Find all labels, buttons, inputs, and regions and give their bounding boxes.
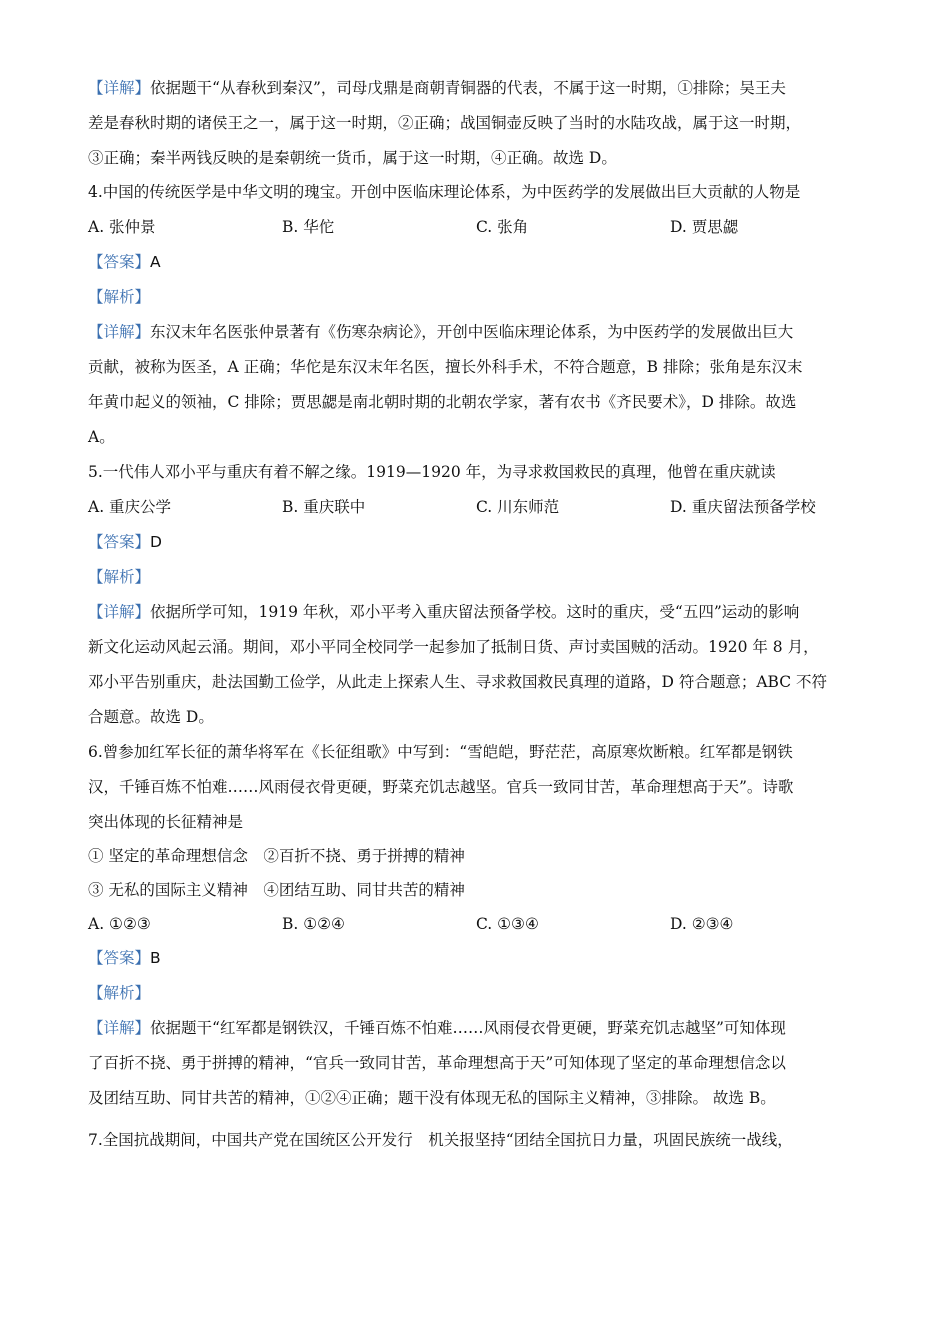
q4-option-d: D. 贾思勰 xyxy=(670,218,739,236)
q6-option-c: C. ①③④ xyxy=(476,915,539,933)
q5-analysis-tag: 【解析】 xyxy=(88,568,151,586)
q6-answer: 【答案】B xyxy=(88,949,161,967)
q6-analysis-tag: 【解析】 xyxy=(88,984,151,1002)
q4-option-c: C. 张角 xyxy=(476,218,529,236)
q5-option-b: B. 重庆联中 xyxy=(282,498,366,516)
q6-detail-line-1: 【详解】依据题干“红军都是钢铁汉，千锤百炼不怕难……风雨侵衣骨更硬，野菜充饥志越坚”可知体现 xyxy=(88,1019,786,1037)
detail-tag: 【详解】 xyxy=(88,79,151,97)
q5-option-c: C. 川东师范 xyxy=(476,498,560,516)
q6-item-line-2: ③ 无私的国际主义精神 ④团结互助、同甘共苦的精神 xyxy=(88,881,465,899)
q5-detail-line-2: 新文化运动风起云涌。期间，邓小平同全校同学一起参加了抵制日货、声讨卖国贼的活动。1920 年 8 月， xyxy=(88,638,819,656)
q4-detail-line-2: 贡献，被称为医圣，A 正确；华佗是东汉末年名医，擅长外科手术，不符合题意，B 排除；张角是东汉末 xyxy=(88,358,803,376)
q6-option-a: A. ①②③ xyxy=(88,915,151,933)
q4-option-b: B. 华佗 xyxy=(282,218,335,236)
q6-stem-line-3: 突出体现的长征精神是 xyxy=(88,813,244,831)
q6-item-line-1: ① 坚定的革命理想信念 ②百折不挠、勇于拼搏的精神 xyxy=(88,847,465,865)
q5-detail-line-1: 【详解】依据所学可知，1919 年秋，邓小平考入重庆留法预备学校。这时的重庆，受“五四”运动的影响 xyxy=(88,603,800,621)
q3-detail-line-2: 差是春秋时期的诸侯王之一，属于这一时期，②正确；战国铜壶反映了当时的水陆攻战，属于这一时期， xyxy=(88,114,802,132)
q6-detail-line-3: 及团结互助、同甘共苦的精神，①②④正确；题干没有体现无私的国际主义精神，③排除。 故选 B。 xyxy=(88,1089,776,1107)
q5-detail-line-4: 合题意。故选 D。 xyxy=(88,708,214,726)
q5-answer: 【答案】D xyxy=(88,533,162,551)
q4-answer: 【答案】A xyxy=(88,253,161,271)
q4-analysis-tag: 【解析】 xyxy=(88,288,151,306)
q3-detail-line-3: ③正确；秦半两钱反映的是秦朝统一货币，属于这一时期，④正确。故选 D。 xyxy=(88,149,617,167)
q6-stem-line-2: 汉，千锤百炼不怕难……风雨侵衣骨更硬，野菜充饥志越坚。官兵一致同甘苦，革命理想高于天”。诗歌 xyxy=(88,778,794,796)
q5-stem: 5.一代伟人邓小平与重庆有着不解之缘。1919—1920 年，为寻求救国救民的真理，他曾在重庆就读 xyxy=(88,463,776,481)
q4-detail-line-3: 年黄巾起义的领袖，C 排除；贾思勰是南北朝时期的北朝农学家，著有农书《齐民要术》，D 排除。故选 xyxy=(88,393,797,411)
q6-option-d: D. ②③④ xyxy=(670,915,734,933)
q5-option-d: D. 重庆留法预备学校 xyxy=(670,498,816,516)
q4-detail-line-1: 【详解】东汉末年名医张仲景著有《伤寒杂病论》，开创中医临床理论体系，为中医药学的发展做出巨大 xyxy=(88,323,794,341)
q6-detail-line-2: 了百折不挠、勇于拼搏的精神，“官兵一致同甘苦，革命理想高于天”可知体现了坚定的革命理想信念以 xyxy=(88,1054,786,1072)
q6-option-b: B. ①②④ xyxy=(282,915,345,933)
q4-stem: 4.中国的传统医学是中华文明的瑰宝。开创中医临床理论体系，为中医药学的发展做出巨大贡献的人物是 xyxy=(88,183,801,201)
q5-detail-line-3: 邓小平告别重庆，赴法国勤工俭学，从此走上探索人生、寻求救国救民真理的道路，D 符合题意；ABC 不符 xyxy=(88,673,828,691)
q6-stem-line-1: 6.曾参加红军长征的萧华将军在《长征组歌》中写到：“雪皑皑，野茫茫，高原寒炊断粮。红军都是钢铁 xyxy=(88,743,793,761)
q3-detail-line-1: 【详解】依据题干“从春秋到秦汉”，司母戊鼎是商朝青铜器的代表，不属于这一时期，①排除；吴王夫 xyxy=(88,79,786,97)
q5-option-a: A. 重庆公学 xyxy=(88,498,172,516)
q4-detail-line-4: A。 xyxy=(88,428,115,446)
q7-stem: 7.全国抗战期间，中国共产党在国统区公开发行 机关报坚持“团结全国抗日力量，巩固民族统一战线， xyxy=(88,1131,793,1149)
q4-option-a: A. 张仲景 xyxy=(88,218,156,236)
